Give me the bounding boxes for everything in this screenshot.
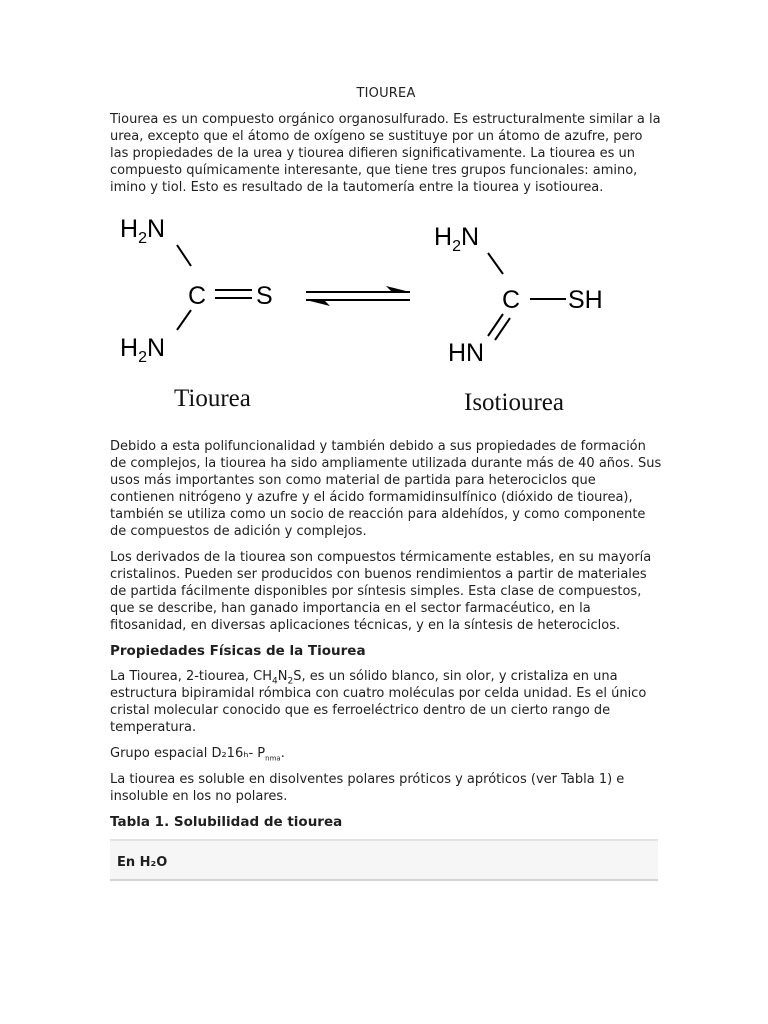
isotiourea-h2n: $H_2N$ <box>434 223 480 255</box>
tiourea-h2n-bottom: $H_2N$ <box>120 334 166 366</box>
solubility-table <box>110 839 658 881</box>
isotiourea-hn: HN <box>448 339 485 367</box>
tautomerism-figure <box>110 208 662 430</box>
tiourea-sulfur: S <box>256 282 273 310</box>
solubility-paragraph: La tiourea es soluble en disolventes polares próticos y apróticos (ver Tabla 1) e insoluble en los no polares. <box>110 772 625 804</box>
isotiourea-carbon: C <box>502 286 521 314</box>
document-title: TIOUREA <box>356 86 416 101</box>
isotiourea-bond-top <box>488 253 503 274</box>
document-page <box>110 86 662 881</box>
tiourea-carbon: C <box>188 282 207 310</box>
table-title: Tabla 1. Solubilidad de tiourea <box>110 814 343 830</box>
table-cell-water: En H₂O <box>117 855 168 870</box>
isotiourea-label: Isotiourea <box>464 389 564 416</box>
tiourea-label: Tiourea <box>174 385 251 412</box>
tiourea-bond-top <box>177 245 191 266</box>
properties-paragraph: La Tiourea, 2-tiourea, $CH_4N_2S$, es un sólido blanco, sin olor, y cristaliza en una estructura bipiramidal rómbica con cuatro moléculas por celda unidad. Es el único cristal molecular conocido que es ferroeléctrico dentro de un cierto rango de temperatura. <box>110 669 647 735</box>
tiourea-bond-bottom <box>177 310 191 330</box>
intro-paragraph: Tiourea es un compuesto orgánico organosulfurado. Es estructuralmente similar a la urea, excepto que el átomo de oxígeno se sustituye por un átomo de azufre, pero las propiedades de la urea y tiourea difieren significativamente. La tiourea es un compuesto químicamente interesante, que tiene tres grupos funcionales: amino, imino y tiol. Esto es resultado de la tautomería entre la tiourea y isotiourea. <box>110 112 661 195</box>
derivatives-paragraph: Los derivados de la tiourea son compuestos térmicamente estables, en su mayoría cristalinos. Pueden ser producidos con buenos rendimientos a partir de materiales de partida fácilmente disponibles por síntesis simples. Esta clase de compuestos, que se describe, han ganado importancia en el sector farmacéutico, en la fitosanidad, en diversas aplicaciones técnicas, y en la síntesis de heterociclos. <box>110 550 652 633</box>
space-group-line: Grupo espacial D₂16ₕ- $P_{nma}$. <box>110 746 285 763</box>
isotiourea-sh: SH <box>568 286 603 314</box>
properties-heading: Propiedades Físicas de la Tiourea <box>110 643 366 659</box>
tiourea-h2n-top: $H_2N$ <box>120 215 166 247</box>
uses-paragraph: Debido a esta polifuncionalidad y también debido a sus propiedades de formación de complejos, la tiourea ha sido ampliamente utilizada durante más de 40 años. Sus usos más importantes son como material de partida para heterociclos que contienen nitrógeno y azufre y el ácido formamidinsulfínico (dióxido de tiourea), también se utiliza como un socio de reacción para aldehídos, y como componente de compuestos de adición y complejos. <box>110 439 662 539</box>
tautomerism-diagram <box>110 208 662 430</box>
